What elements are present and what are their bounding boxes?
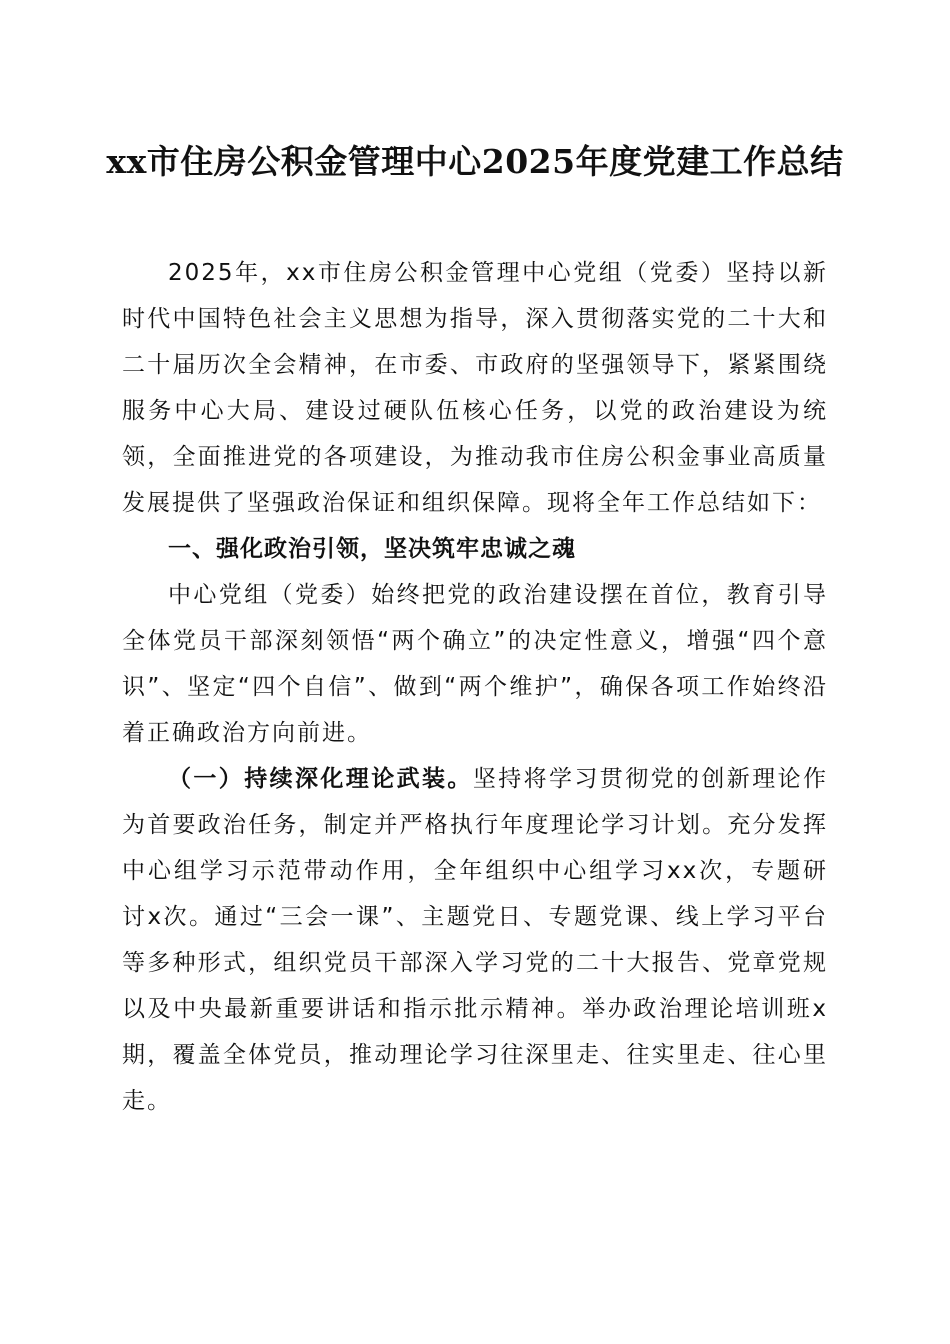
intro-paragraph: 2025年，xx市住房公积金管理中心党组（党委）坚持以新时代中国特色社会主义思想为指导，深入贯彻落实党的二十大和二十届历次全会精神，在市委、市政府的坚强领导下，紧紧围绕服务中心大局、建设过硬队伍核心任务，以党的政治建设为统领，全面推进党的各项建设，为推动我市住房公积金事业高质量发展提供了坚强政治保证和组织保障。现将全年工作总结如下： — [122, 260, 828, 516]
item-1-lead: （一）持续深化理论武装。 — [168, 766, 473, 792]
document-title: xx市住房公积金管理中心2025年度党建工作总结 — [106, 142, 844, 181]
section-1-heading: 一、强化政治引领，坚决筑牢忠诚之魂 — [168, 536, 576, 562]
item-1-text: 坚持将学习贯彻党的创新理论作为首要政治任务，制定并严格执行年度理论学习计划。充分发挥中心组学习示范带动作用，全年组织中心组学习xx次，专题研讨x次。通过“三会一课”、主题党日、专题党课、线上学习平台等多种形式，组织党员干部深入学习党的二十大报告、党章党规以及中央最新重要讲话和指示批示精神。举办政治理论培训班x期，覆盖全体党员，推动理论学习往深里走、往实里走、往心里走。 — [122, 766, 829, 1114]
item-1-paragraph — [122, 756, 828, 1124]
section-1-paragraph: 中心党组（党委）始终把党的政治建设摆在首位，教育引导全体党员干部深刻领悟“两个确立”的决定性意义，增强“四个意识”、坚定“四个自信”、做到“两个维护”，确保各项工作始终沿着正确政治方向前进。 — [122, 582, 828, 746]
document-body — [122, 250, 828, 1124]
